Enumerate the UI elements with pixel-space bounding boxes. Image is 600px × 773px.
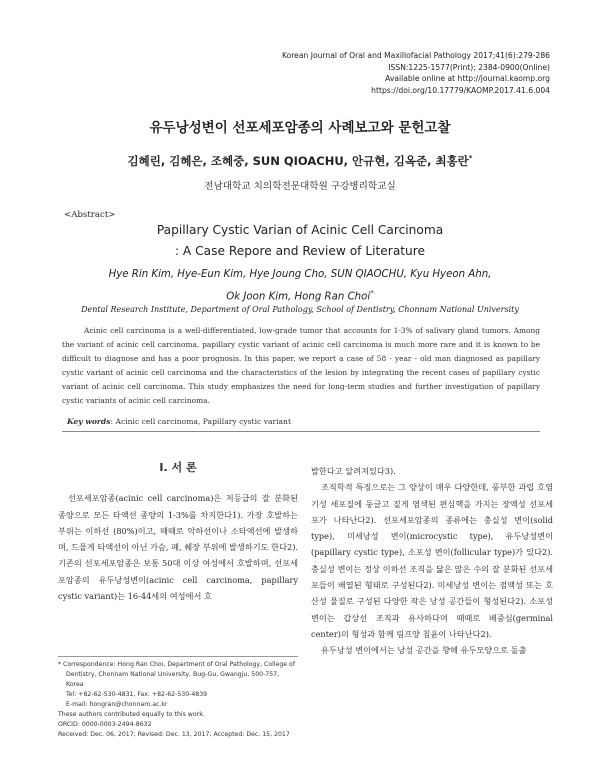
left-paragraph: 선포세포암종(acinic cell carcinoma)은 저등급의 잘 분화된 종양으로 모든 타액선 종양의 1-3%를 차지한다1). 가장 호발하는 부위는 이하선 (80%)이고, 때때로 악하선이나 소타액선에 발생하며, 드물게 타액선이 아닌 가슴, 폐, 췌장 부위에 발생하기도 한다2). 기존의 선포세포암종은 보통 50대 이상 여성에서 호발하며, 선포세포암종의 유두낭성변이(acinic cell carcinoma, papillary cystic variant)는 16-44세의 여성에서 호 xyxy=(58,493,298,602)
keywords-text: : Acinic cell carcinoma, Papillary cystic variant xyxy=(110,417,292,426)
affiliation-korean: 전남대학교 치의학전문대학원 구강병리학교실 xyxy=(204,181,396,192)
title-english xyxy=(0,220,600,262)
keywords-label: Key words xyxy=(67,417,111,426)
keywords xyxy=(67,417,291,426)
abstract-divider xyxy=(62,431,540,432)
right-column xyxy=(311,463,553,659)
footnote-equal: These authors contributed equally to this work. xyxy=(58,711,205,718)
authors-english-line1: Hye Rin Kim, Hye-Eun Kim, Hye Joung Cho, SUN QIAOCHU, Kyu Hyeon Ahn, xyxy=(108,269,492,280)
journal-header xyxy=(282,50,550,96)
journal-url: Available online at http://journal.kaomp.org xyxy=(385,74,550,83)
authors-english-line2 xyxy=(0,284,600,306)
right-paragraph-2: 조직학적 특징으로는 그 양상이 매우 다양한데, 풍부한 과립 호염기성 세포질에 둥글고 짙게 염색된 편심핵을 가지는 장액성 선포세포가 나타난다2). 선포세포암종의 종류에는 충실성 변이(solid type), 미세낭성 변이(microcystic type), 유두낭성변이(papillary cystic type), 소포성 변이(follicular type)가 있다2). 충실성 변이는 정상 이하선 조직을 닮은 많은 수의 잘 분화된 선포세포들이 배열된 형태로 구성된다2). 미세낭성 변이는 점액성 또는 호산성 물질로 구성된 다양한 작은 낭성 공간들이 형성된다2). 소포성 변이는 갑상선 조직과 유사하다며 때때로 배중심(germinal center)의 형성과 함께 림프양 침윤이 나타난다2). xyxy=(311,482,553,639)
left-column xyxy=(58,460,298,604)
right-paragraph-1: 발한다고 알려져있다3). xyxy=(311,466,396,476)
affiliation-english: Dental Research Institute, Department of Oral Pathology, School of Dentistry, Chonnam National University xyxy=(81,305,519,314)
abstract-tag: <Abstract> xyxy=(64,210,116,220)
section-heading: Ⅰ. 서 론 xyxy=(159,461,197,474)
authors-english xyxy=(0,265,600,306)
title-korean: 유두낭성변이 선포세포암종의 사례보고와 문헌고찰 xyxy=(149,120,451,136)
corresponding-mark-en: * xyxy=(370,289,374,297)
journal-doi: https://doi.org/10.17779/KAOMP.2017.41.6.004 xyxy=(371,85,550,95)
footnotes xyxy=(58,656,298,740)
footnote-received: Received: Dec. 06, 2017; Revised: Dec. 13, 2017; Accepted: Dec. 15, 2017 xyxy=(58,731,290,738)
corresponding-mark: * xyxy=(468,154,473,163)
journal-citation: Korean Journal of Oral and Maxillofacial Pathology 2017;41(6):279-286 xyxy=(281,51,550,60)
authors-korean xyxy=(0,153,600,169)
footnote-tel: Tel: +82-62-530-4831, Fax: +82-62-530-4839 xyxy=(66,691,208,698)
authors-korean-names: 김혜린, 김혜은, 조혜중, SUN QIOACHU, 안규현, 김옥준, 최홍란 xyxy=(127,154,469,168)
footnote-correspondence: * Correspondence: Hong Ran Choi, Department of Oral Pathology, College of Dentistry, Chonnam National University, Bug-Gu, Gwangju, 500-757, Korea xyxy=(58,661,296,688)
abstract-text: Acinic cell carcinoma is a well-differentiated, low-grade tumor that accounts for 1-3% of salivary gland tumors. Among the variant of acinic cell carcinoma, papillary cystic variant of acinic cell carcinoma is much more rare and it is known to be difficult to diagnose and has a poor prognosis. In this paper, we report a case of 58 - year - old man diagnosed as papillary cystic variant of acinic cell carcinoma and the characteristics of the lesion by integrating the recent cases of papillary cystic variant of acinic cell carcinoma. This study emphasizes the need for long-term studies and further investigation of papillary cystic variants of acinic cell carcinoma. xyxy=(62,326,540,405)
title-english-line2: : A Case Repore and Review of Literature xyxy=(174,244,426,258)
right-paragraph-3: 유두낭성 변이에서는 낭성 공간을 향해 유두모양으로 돌출 xyxy=(321,645,527,656)
footnote-orcid: ORCID: 0000-0003-2494-8632 xyxy=(58,721,152,728)
authors-english-line2-names: Ok Joon Kim, Hong Ran Choi xyxy=(226,291,371,303)
journal-issn: ISSN:1225-1577(Print); 2384-0900(Online) xyxy=(388,62,550,72)
title-english-line1: Papillary Cystic Varian of Acinic Cell Carcinoma xyxy=(156,223,444,237)
footnote-email: E-mail: hongran@chonnam.ac.kr xyxy=(66,701,168,708)
